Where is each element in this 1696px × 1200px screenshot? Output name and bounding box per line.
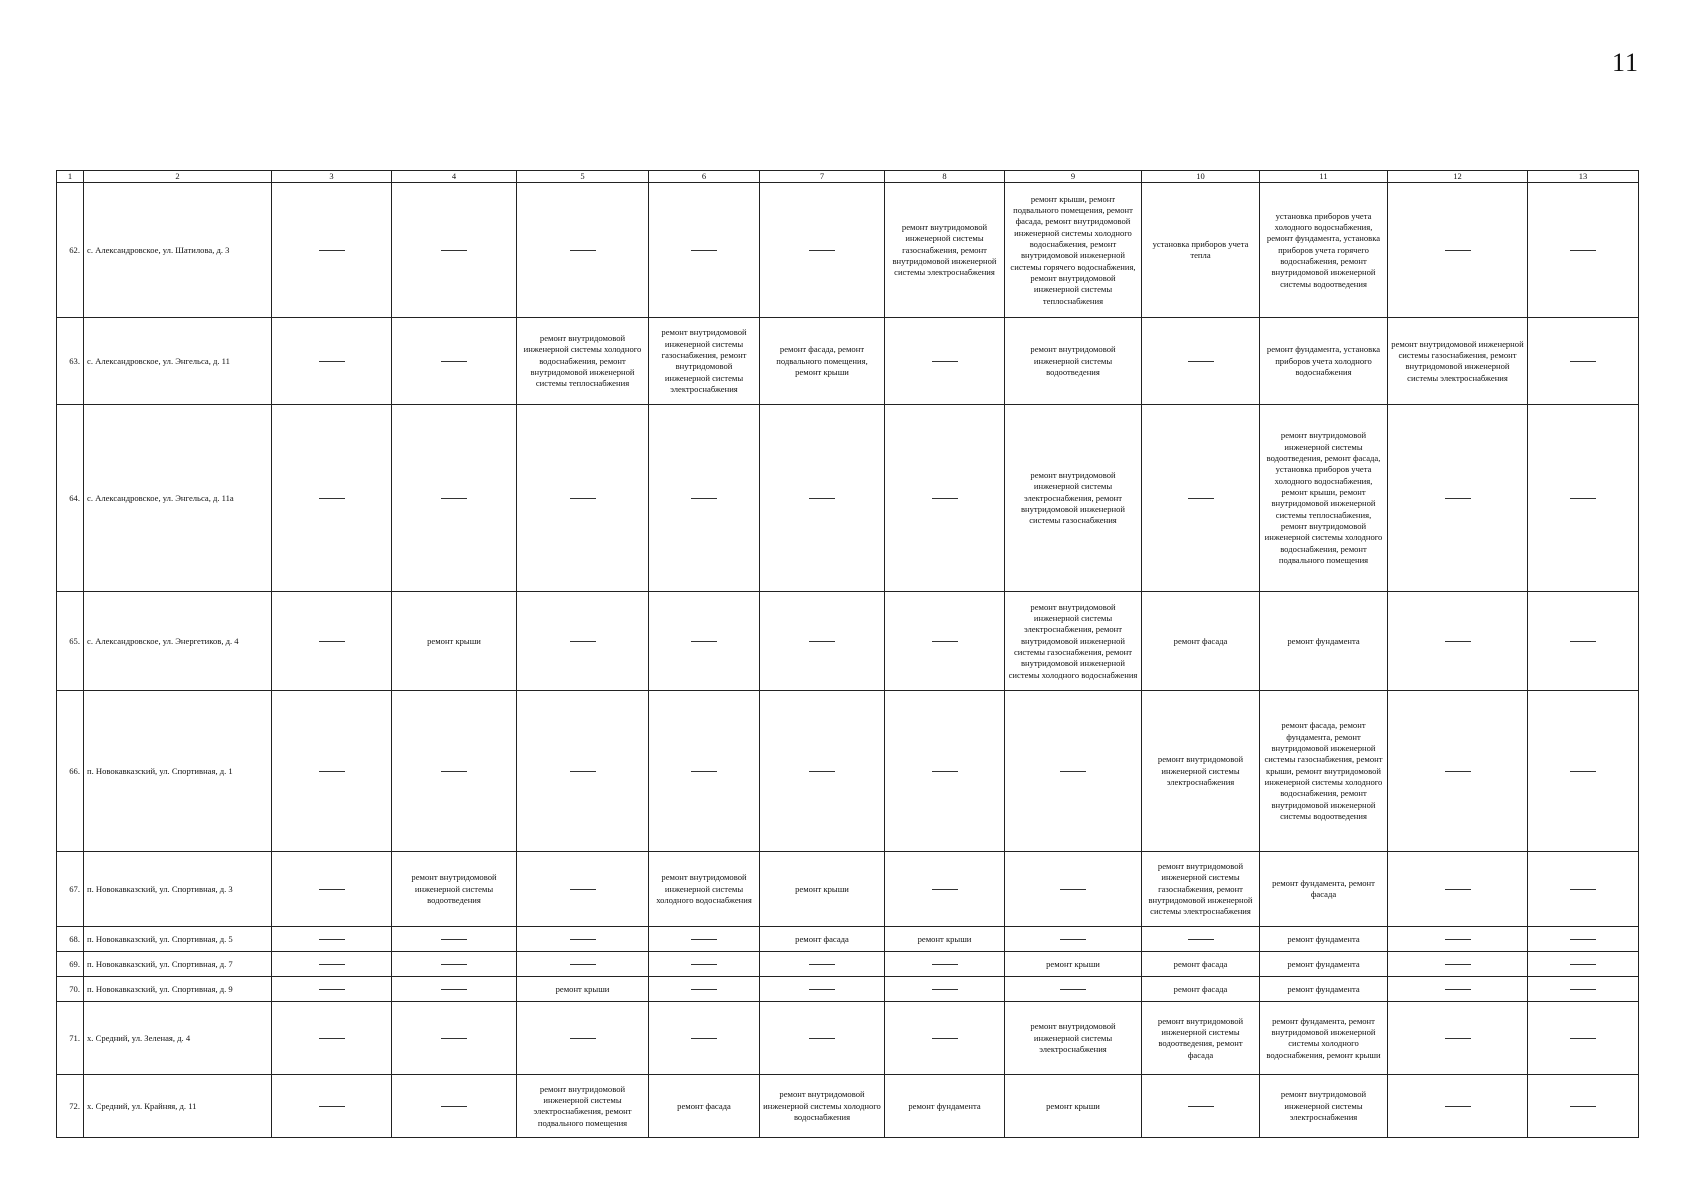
work-cell-col-7 <box>760 691 885 852</box>
no-work-dash <box>1188 1106 1214 1107</box>
no-work-dash <box>691 964 717 965</box>
no-work-dash <box>1445 250 1471 251</box>
work-cell-col-8 <box>885 691 1005 852</box>
no-work-dash <box>441 498 467 499</box>
work-cell-col-8 <box>885 952 1005 977</box>
no-work-dash <box>441 989 467 990</box>
column-number: 4 <box>392 171 517 183</box>
work-cell-col-7 <box>760 183 885 318</box>
row-number: 64. <box>57 405 84 592</box>
work-cell-col-12 <box>1388 927 1528 952</box>
address-cell: с. Александровское, ул. Энгельса, д. 11 <box>84 318 272 405</box>
work-cell-col-9 <box>1005 691 1142 852</box>
work-cell-col-13 <box>1528 852 1639 927</box>
row-number: 66. <box>57 691 84 852</box>
work-cell-col-5 <box>517 952 649 977</box>
work-cell-col-11: ремонт фундамента <box>1260 592 1388 691</box>
no-work-dash <box>1188 361 1214 362</box>
work-cell-col-6 <box>649 1002 760 1075</box>
work-cell-col-9: ремонт внутридомовой инженерной системы водоотведения <box>1005 318 1142 405</box>
work-cell-col-11: ремонт фундамента, ремонт внутридомовой инженерной системы холодного водоснабжения, ремонт крыши <box>1260 1002 1388 1075</box>
work-cell-col-5: ремонт внутридомовой инженерной системы электроснабжения, ремонт подвального помещения <box>517 1075 649 1138</box>
no-work-dash <box>441 964 467 965</box>
no-work-dash <box>1570 889 1596 890</box>
work-cell-col-11: ремонт фундамента <box>1260 927 1388 952</box>
no-work-dash <box>932 498 958 499</box>
work-cell-col-4 <box>392 318 517 405</box>
work-cell-col-5: ремонт внутридомовой инженерной системы холодного водоснабжения, ремонт внутридомовой инженерной системы теплоснабжения <box>517 318 649 405</box>
table-row <box>57 1002 1639 1075</box>
table-row <box>57 977 1639 1002</box>
work-cell-col-11: ремонт фундамента <box>1260 952 1388 977</box>
work-cell-col-9: ремонт внутридомовой инженерной системы электроснабжения <box>1005 1002 1142 1075</box>
no-work-dash <box>319 361 345 362</box>
column-number: 12 <box>1388 171 1528 183</box>
work-cell-col-10: ремонт фасада <box>1142 592 1260 691</box>
no-work-dash <box>570 641 596 642</box>
column-number-row <box>57 171 1639 183</box>
work-cell-col-9 <box>1005 852 1142 927</box>
work-cell-col-10: ремонт внутридомовой инженерной системы электроснабжения <box>1142 691 1260 852</box>
work-cell-col-5 <box>517 183 649 318</box>
work-cell-col-12 <box>1388 1075 1528 1138</box>
address-cell: п. Новокавказский, ул. Спортивная, д. 3 <box>84 852 272 927</box>
no-work-dash <box>319 771 345 772</box>
work-cell-col-4 <box>392 977 517 1002</box>
address-cell: х. Средний, ул. Крайняя, д. 11 <box>84 1075 272 1138</box>
no-work-dash <box>441 361 467 362</box>
table-row <box>57 183 1639 318</box>
no-work-dash <box>809 964 835 965</box>
work-cell-col-3 <box>272 852 392 927</box>
no-work-dash <box>441 939 467 940</box>
work-cell-col-10 <box>1142 318 1260 405</box>
no-work-dash <box>809 771 835 772</box>
work-cell-col-10: ремонт внутридомовой инженерной системы газоснабжения, ремонт внутридомовой инженерной системы электроснабжения <box>1142 852 1260 927</box>
no-work-dash <box>570 250 596 251</box>
work-cell-col-8 <box>885 1002 1005 1075</box>
no-work-dash <box>1060 771 1086 772</box>
work-cell-col-12 <box>1388 405 1528 592</box>
no-work-dash <box>1445 989 1471 990</box>
column-number: 3 <box>272 171 392 183</box>
work-cell-col-3 <box>272 691 392 852</box>
work-cell-col-13 <box>1528 927 1639 952</box>
work-cell-col-13 <box>1528 1002 1639 1075</box>
work-cell-col-10: установка приборов учета тепла <box>1142 183 1260 318</box>
work-cell-col-10 <box>1142 1075 1260 1138</box>
row-number: 68. <box>57 927 84 952</box>
no-work-dash <box>570 498 596 499</box>
no-work-dash <box>1570 1106 1596 1107</box>
work-cell-col-4 <box>392 952 517 977</box>
no-work-dash <box>1060 989 1086 990</box>
work-cell-col-7 <box>760 952 885 977</box>
work-cell-col-4 <box>392 927 517 952</box>
work-cell-col-9 <box>1005 977 1142 1002</box>
table-row <box>57 852 1639 927</box>
work-cell-col-3 <box>272 952 392 977</box>
no-work-dash <box>1445 641 1471 642</box>
address-cell: п. Новокавказский, ул. Спортивная, д. 1 <box>84 691 272 852</box>
column-number: 9 <box>1005 171 1142 183</box>
work-cell-col-4 <box>392 1002 517 1075</box>
work-cell-col-13 <box>1528 691 1639 852</box>
work-cell-col-8 <box>885 405 1005 592</box>
work-cell-col-7: ремонт фасада <box>760 927 885 952</box>
repair-schedule-table <box>56 170 1639 1138</box>
work-cell-col-12 <box>1388 1002 1528 1075</box>
row-number: 70. <box>57 977 84 1002</box>
page-number: 11 <box>1612 48 1640 77</box>
work-cell-col-6 <box>649 952 760 977</box>
work-cell-col-9: ремонт внутридомовой инженерной системы электроснабжения, ремонт внутридомовой инженерной системы газоснабжения <box>1005 405 1142 592</box>
row-number: 63. <box>57 318 84 405</box>
work-cell-col-7: ремонт фасада, ремонт подвального помещения, ремонт крыши <box>760 318 885 405</box>
address-cell: п. Новокавказский, ул. Спортивная, д. 9 <box>84 977 272 1002</box>
work-cell-col-13 <box>1528 405 1639 592</box>
work-cell-col-12 <box>1388 852 1528 927</box>
no-work-dash <box>1570 771 1596 772</box>
table-row <box>57 927 1639 952</box>
work-cell-col-12 <box>1388 977 1528 1002</box>
no-work-dash <box>441 771 467 772</box>
work-cell-col-13 <box>1528 977 1639 1002</box>
no-work-dash <box>319 989 345 990</box>
no-work-dash <box>932 964 958 965</box>
no-work-dash <box>570 771 596 772</box>
work-cell-col-4: ремонт внутридомовой инженерной системы водоотведения <box>392 852 517 927</box>
work-cell-col-3 <box>272 1075 392 1138</box>
work-cell-col-9: ремонт крыши, ремонт подвального помещения, ремонт фасада, ремонт внутридомовой инженерной системы холодного водоснабжения, ремонт внутридомовой инженерной системы горячего водоснабжения, ремонт внутридомовой инженерной системы теплоснабжения <box>1005 183 1142 318</box>
work-cell-col-12 <box>1388 592 1528 691</box>
work-cell-col-7 <box>760 1002 885 1075</box>
work-cell-col-11: ремонт внутридомовой инженерной системы электроснабжения <box>1260 1075 1388 1138</box>
work-cell-col-3 <box>272 405 392 592</box>
column-number: 7 <box>760 171 885 183</box>
work-cell-col-3 <box>272 318 392 405</box>
work-cell-col-11: ремонт внутридомовой инженерной системы водоотведения, ремонт фасада, установка приборов учета холодного водоснабжения, ремонт крыши, ремонт внутридомовой инженерной системы теплоснабжения, ремонт внутридомовой инженерной системы холодного водоснабжения, ремонт подвального помещения <box>1260 405 1388 592</box>
work-cell-col-12 <box>1388 691 1528 852</box>
table-row <box>57 405 1639 592</box>
row-number: 65. <box>57 592 84 691</box>
column-number: 2 <box>84 171 272 183</box>
no-work-dash <box>932 889 958 890</box>
table-row <box>57 952 1639 977</box>
work-cell-col-6 <box>649 183 760 318</box>
address-cell: с. Александровское, ул. Шатилова, д. 3 <box>84 183 272 318</box>
no-work-dash <box>319 641 345 642</box>
no-work-dash <box>1570 964 1596 965</box>
work-cell-col-9: ремонт крыши <box>1005 1075 1142 1138</box>
work-cell-col-8: ремонт фундамента <box>885 1075 1005 1138</box>
work-cell-col-5 <box>517 927 649 952</box>
no-work-dash <box>691 939 717 940</box>
no-work-dash <box>319 1038 345 1039</box>
work-cell-col-5 <box>517 405 649 592</box>
work-cell-col-9 <box>1005 927 1142 952</box>
table-row <box>57 691 1639 852</box>
no-work-dash <box>1060 939 1086 940</box>
work-cell-col-3 <box>272 977 392 1002</box>
no-work-dash <box>319 964 345 965</box>
work-cell-col-13 <box>1528 952 1639 977</box>
no-work-dash <box>1570 250 1596 251</box>
work-cell-col-8 <box>885 592 1005 691</box>
work-cell-col-11: установка приборов учета холодного водоснабжения, ремонт фундамента, установка приборов учета горячего водоснабжения, ремонт внутридомовой инженерной системы водоотведения <box>1260 183 1388 318</box>
no-work-dash <box>932 641 958 642</box>
no-work-dash <box>809 989 835 990</box>
no-work-dash <box>1445 964 1471 965</box>
no-work-dash <box>319 939 345 940</box>
no-work-dash <box>319 250 345 251</box>
row-number: 67. <box>57 852 84 927</box>
address-cell: с. Александровское, ул. Энгельса, д. 11а <box>84 405 272 592</box>
work-cell-col-5 <box>517 691 649 852</box>
table-body <box>57 183 1639 1138</box>
no-work-dash <box>1570 1038 1596 1039</box>
no-work-dash <box>441 1038 467 1039</box>
no-work-dash <box>570 889 596 890</box>
work-cell-col-10 <box>1142 927 1260 952</box>
no-work-dash <box>691 1038 717 1039</box>
no-work-dash <box>691 989 717 990</box>
work-cell-col-3 <box>272 592 392 691</box>
work-cell-col-11: ремонт фундамента, ремонт фасада <box>1260 852 1388 927</box>
work-cell-col-4 <box>392 183 517 318</box>
no-work-dash <box>691 641 717 642</box>
work-cell-col-11: ремонт фундамента <box>1260 977 1388 1002</box>
work-cell-col-6 <box>649 977 760 1002</box>
no-work-dash <box>932 361 958 362</box>
no-work-dash <box>570 964 596 965</box>
column-number: 10 <box>1142 171 1260 183</box>
work-cell-col-6 <box>649 405 760 592</box>
work-cell-col-7: ремонт внутридомовой инженерной системы холодного водоснабжения <box>760 1075 885 1138</box>
no-work-dash <box>1570 641 1596 642</box>
address-cell: с. Александровское, ул. Энергетиков, д. 4 <box>84 592 272 691</box>
no-work-dash <box>570 939 596 940</box>
work-cell-col-10: ремонт внутридомовой инженерной системы водоотведения, ремонт фасада <box>1142 1002 1260 1075</box>
work-cell-col-8: ремонт крыши <box>885 927 1005 952</box>
work-cell-col-4: ремонт крыши <box>392 592 517 691</box>
address-cell: п. Новокавказский, ул. Спортивная, д. 7 <box>84 952 272 977</box>
work-cell-col-6: ремонт внутридомовой инженерной системы холодного водоснабжения <box>649 852 760 927</box>
work-cell-col-10: ремонт фасада <box>1142 977 1260 1002</box>
address-cell: п. Новокавказский, ул. Спортивная, д. 5 <box>84 927 272 952</box>
row-number: 62. <box>57 183 84 318</box>
work-cell-col-7 <box>760 592 885 691</box>
work-cell-col-5 <box>517 592 649 691</box>
work-cell-col-13 <box>1528 318 1639 405</box>
no-work-dash <box>1188 939 1214 940</box>
work-cell-col-12 <box>1388 183 1528 318</box>
work-cell-col-11: ремонт фундамента, установка приборов учета холодного водоснабжения <box>1260 318 1388 405</box>
table-row <box>57 592 1639 691</box>
no-work-dash <box>932 1038 958 1039</box>
work-cell-col-13 <box>1528 592 1639 691</box>
work-cell-col-8 <box>885 852 1005 927</box>
no-work-dash <box>570 1038 596 1039</box>
column-number: 11 <box>1260 171 1388 183</box>
work-cell-col-4 <box>392 405 517 592</box>
column-number: 1 <box>57 171 84 183</box>
work-cell-col-3 <box>272 1002 392 1075</box>
work-cell-col-3 <box>272 183 392 318</box>
work-cell-col-4 <box>392 691 517 852</box>
work-cell-col-13 <box>1528 1075 1639 1138</box>
work-cell-col-7 <box>760 405 885 592</box>
table-row <box>57 1075 1639 1138</box>
no-work-dash <box>319 1106 345 1107</box>
work-cell-col-7 <box>760 977 885 1002</box>
column-number: 6 <box>649 171 760 183</box>
work-cell-col-3 <box>272 927 392 952</box>
no-work-dash <box>809 250 835 251</box>
column-number: 13 <box>1528 171 1639 183</box>
row-number: 72. <box>57 1075 84 1138</box>
work-cell-col-8 <box>885 977 1005 1002</box>
work-cell-col-6: ремонт внутридомовой инженерной системы газоснабжения, ремонт внутридомовой инженерной системы электроснабжения <box>649 318 760 405</box>
work-cell-col-11: ремонт фасада, ремонт фундамента, ремонт внутридомовой инженерной системы газоснабжения, ремонт крыши, ремонт внутридомовой инженерной системы холодного водоснабжения, ремонт внутридомовой инженерной системы водоотведения <box>1260 691 1388 852</box>
no-work-dash <box>1570 361 1596 362</box>
work-cell-col-5 <box>517 1002 649 1075</box>
column-number: 8 <box>885 171 1005 183</box>
work-cell-col-9: ремонт внутридомовой инженерной системы электроснабжения, ремонт внутридомовой инженерной системы газоснабжения, ремонт внутридомовой инженерной системы холодного водоснабжения <box>1005 592 1142 691</box>
address-cell: х. Средний, ул. Зеленая, д. 4 <box>84 1002 272 1075</box>
work-cell-col-6 <box>649 592 760 691</box>
no-work-dash <box>1445 939 1471 940</box>
no-work-dash <box>1445 1106 1471 1107</box>
work-cell-col-7: ремонт крыши <box>760 852 885 927</box>
no-work-dash <box>1188 498 1214 499</box>
work-cell-col-6 <box>649 927 760 952</box>
no-work-dash <box>809 498 835 499</box>
no-work-dash <box>319 889 345 890</box>
no-work-dash <box>691 498 717 499</box>
no-work-dash <box>1445 771 1471 772</box>
work-cell-col-4 <box>392 1075 517 1138</box>
no-work-dash <box>441 250 467 251</box>
no-work-dash <box>319 498 345 499</box>
no-work-dash <box>1445 498 1471 499</box>
work-cell-col-9: ремонт крыши <box>1005 952 1142 977</box>
no-work-dash <box>441 1106 467 1107</box>
no-work-dash <box>691 771 717 772</box>
no-work-dash <box>1060 889 1086 890</box>
row-number: 69. <box>57 952 84 977</box>
work-cell-col-6: ремонт фасада <box>649 1075 760 1138</box>
no-work-dash <box>1445 889 1471 890</box>
no-work-dash <box>1570 498 1596 499</box>
work-cell-col-8: ремонт внутридомовой инженерной системы газоснабжения, ремонт внутридомовой инженерной системы электроснабжения <box>885 183 1005 318</box>
row-number: 71. <box>57 1002 84 1075</box>
repair-schedule-table-sheet <box>56 170 1638 1138</box>
work-cell-col-12: ремонт внутридомовой инженерной системы газоснабжения, ремонт внутридомовой инженерной системы электроснабжения <box>1388 318 1528 405</box>
work-cell-col-12 <box>1388 952 1528 977</box>
work-cell-col-10: ремонт фасада <box>1142 952 1260 977</box>
work-cell-col-8 <box>885 318 1005 405</box>
no-work-dash <box>1445 1038 1471 1039</box>
no-work-dash <box>1570 989 1596 990</box>
work-cell-col-5: ремонт крыши <box>517 977 649 1002</box>
no-work-dash <box>932 771 958 772</box>
column-number: 5 <box>517 171 649 183</box>
table-row <box>57 318 1639 405</box>
no-work-dash <box>1570 939 1596 940</box>
no-work-dash <box>809 1038 835 1039</box>
no-work-dash <box>809 641 835 642</box>
no-work-dash <box>932 989 958 990</box>
work-cell-col-6 <box>649 691 760 852</box>
work-cell-col-10 <box>1142 405 1260 592</box>
work-cell-col-13 <box>1528 183 1639 318</box>
no-work-dash <box>691 250 717 251</box>
work-cell-col-5 <box>517 852 649 927</box>
